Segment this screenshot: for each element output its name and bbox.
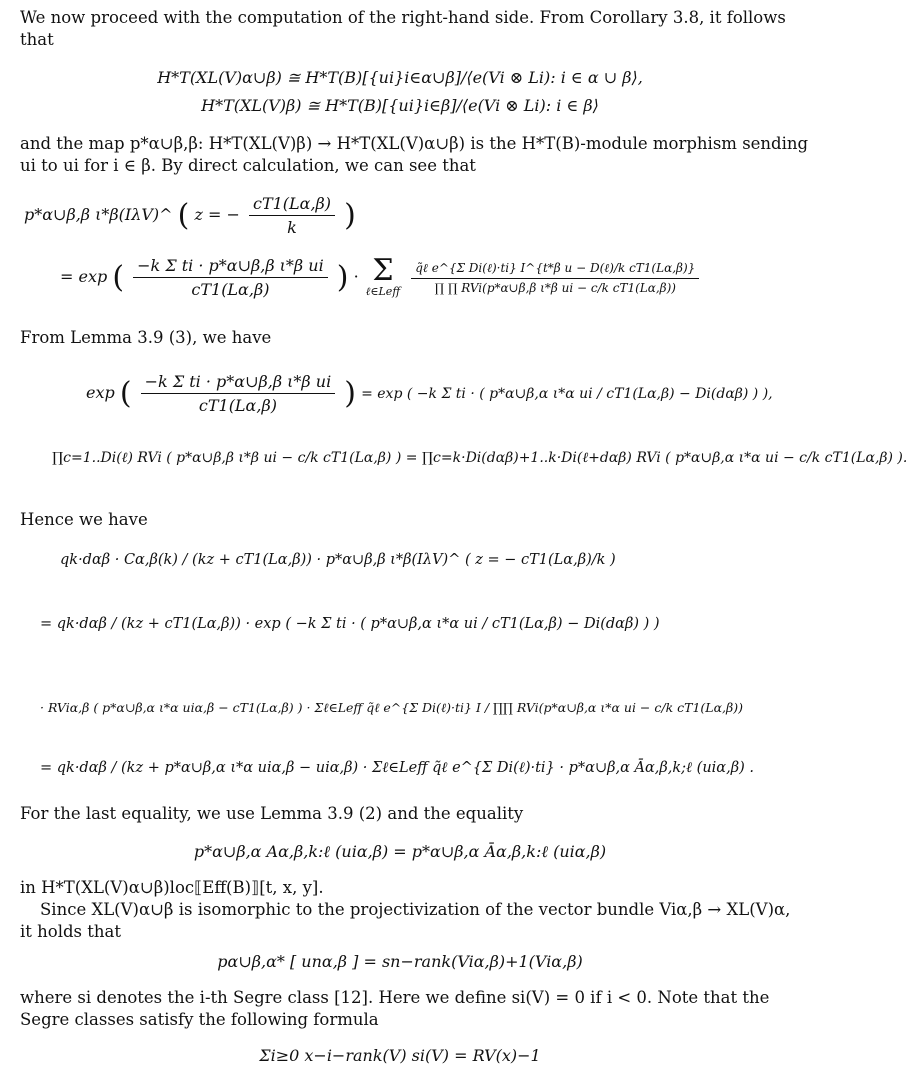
paragraph-hence: Hence we have (20, 510, 148, 529)
paragraph-map-line2: ui to ui for i ∈ β. By direct calculation, we can see that (20, 156, 476, 175)
fraction-denominator: k (287, 218, 297, 237)
fraction-numerator: cT1(Lα,β) (249, 194, 335, 216)
equation-product-rhs: = ∏c=k·Di(dαβ)+1..k·Di(ℓ+dαβ) RVi ( p*α∪β,α ι*α ui − c/k cT1(Lα,β) ). (405, 450, 907, 466)
fraction-numerator: −k Σ ti · p*α∪β,β ι*β ui (141, 372, 336, 394)
equation-pullback-lhs (24, 194, 356, 237)
equation-cohomology-beta: H*T(XL(V)β) ≅ H*T(B)[{ui}i∈β]/⟨e(Vi ⊗ Li): i ∈ β⟩ (201, 96, 599, 115)
paragraph-localized-ring: in H*T(XL(V)α∪β)loc⟦Eff(B)⟧[t, x, y]. (20, 878, 324, 897)
paragraph-map-line1: and the map p*α∪β,β: H*T(XL(V)β) → H*T(XL(V)α∪β) is the H*T(B)-module morphism sending (20, 134, 809, 153)
summation-sign: Σ (372, 253, 394, 288)
sum-over-effective-curves (365, 253, 401, 298)
equation-segre-formula: Σi≥0 x−i−rank(V) si(V) = RV(x)−1 (259, 1046, 541, 1065)
fraction-chern-over-k (249, 194, 335, 237)
equation-product-identity (52, 450, 907, 467)
fraction-exp-argument (141, 372, 336, 415)
equation-exp-rhs: = exp ( −k Σ ti · ( p*α∪β,α ι*α ui / cT1(Lα,β) − Di(dαβ) ) ), (361, 386, 773, 402)
paren-open: ( (177, 198, 190, 233)
fraction-exp-argument (133, 256, 328, 299)
equation-segre-pushforward: pα∪β,α* [ unα,β ] = sn−rank(Viα,β)+1(Viα,β) (217, 952, 583, 971)
equation-hence-line3: · RViα,β ( p*α∪β,α ι*α uiα,β − cT1(Lα,β) ) · Σℓ∈Leff q̃ℓ e^{Σ Di(ℓ)·ti} I / ∏∏ RVi(p*α∪β,α ι*α ui − c/k cT1(Lα,β)) (40, 700, 743, 715)
fraction-numerator: q̃ℓ e^{Σ Di(ℓ)·ti} I^{t*β u − D(ℓ)/k cT1(Lα,β)} (411, 261, 699, 279)
equation-exp-identity (86, 372, 773, 415)
equation-pullback-term: p*α∪β,β ι*β(IλV)^ (24, 205, 173, 224)
fraction-denominator: cT1(Lα,β) (191, 280, 270, 299)
paragraph-last-equality: For the last equality, we use Lemma 3.9 (2) and the equality (20, 804, 524, 823)
equation-product-lhs: ∏c=1..Di(ℓ) RVi ( p*α∪β,β ι*β ui − c/k cT1(Lα,β) ) (52, 450, 402, 466)
fraction-denominator: cT1(Lα,β) (198, 396, 277, 415)
paragraph-intro-line2: that (20, 30, 54, 49)
paren-close: ) (344, 376, 356, 411)
equation-hence-line2: = qk·dαβ / (kz + cT1(Lα,β)) · exp ( −k Σ ti · ( p*α∪β,α ι*α ui / cT1(Lα,β) − Di(dαβ) ) ) (40, 616, 660, 632)
paragraph-segre-line1: where si denotes the i-th Segre class [12]. Here we define si(V) = 0 if i < 0. Note that the (20, 988, 770, 1007)
equation-hence-line4: = qk·dαβ / (kz + p*α∪β,α ι*α uiα,β − uiα,β) · Σℓ∈Leff q̃ℓ e^{Σ Di(ℓ)·ti} · p*α∪β,α Āα,β,k;ℓ (uiα,β) . (40, 760, 754, 776)
paragraph-lemma-3: From Lemma 3.9 (3), we have (20, 328, 272, 347)
equation-exp-label: = exp (60, 267, 108, 286)
paren-open: ( (119, 376, 132, 411)
fraction-denominator: ∏ ∏ RVi(p*α∪β,β ι*β ui − c/k cT1(Lα,β)) (434, 280, 676, 295)
fraction-summand (411, 261, 699, 295)
equation-hence-line1: qk·dαβ · Cα,β(k) / (kz + cT1(Lα,β)) · p*α∪β,β ι*β(IλV)^ ( z = − cT1(Lα,β)/k ) (60, 552, 616, 568)
equation-a-equality: p*α∪β,α Aα,β,k:ℓ (uiα,β) = p*α∪β,α Āα,β,k:ℓ (uiα,β) (193, 842, 607, 861)
paren-open: ( (112, 260, 125, 295)
paren-close: ) (336, 260, 349, 295)
equation-pullback-rhs: = exp ( $\frac{\text{−k Σ ti · p*α∪β,β ι*β ui}}{cT1(L\alpha,\beta)}$ ) · Σ ℓ∈Leff $\frac{\text{q̃ℓ e\textasciicircum{}\{Σ Di(ℓ)·ti\} I\textasciicircum{}\{t*β u − D(ℓ)/k cT1(Lα,β)\}}}{\text{∏ ∏ RVi(p*α∪β,β ι*β ui − c/k cT1(Lα,β))}}$ (60, 256, 703, 299)
paragraph-projectivization-line1: Since XL(V)α∪β is isomorphic to the projectivization of the vector bundle Viα,β → XL(V)α, (40, 900, 791, 919)
paragraph-segre-line2: Segre classes satisfy the following formula (20, 1010, 379, 1029)
equation-cohomology-union: H*T(XL(V)α∪β) ≅ H*T(B)[{ui}i∈α∪β]/⟨e(Vi ⊗ Li): i ∈ α ∪ β⟩, (157, 68, 643, 87)
paragraph-projectivization-line2: it holds that (20, 922, 121, 941)
fraction-numerator: −k Σ ti · p*α∪β,β ι*β ui (133, 256, 328, 278)
summation-index: ℓ∈Leff (365, 285, 401, 298)
equation-pullback-arg: z = − (194, 205, 240, 224)
paren-close: ) (344, 198, 356, 233)
equation-exp-label: exp (86, 383, 115, 402)
paragraph-intro-line1: We now proceed with the computation of the right-hand side. From Corollary 3.8, it follows (20, 8, 786, 27)
